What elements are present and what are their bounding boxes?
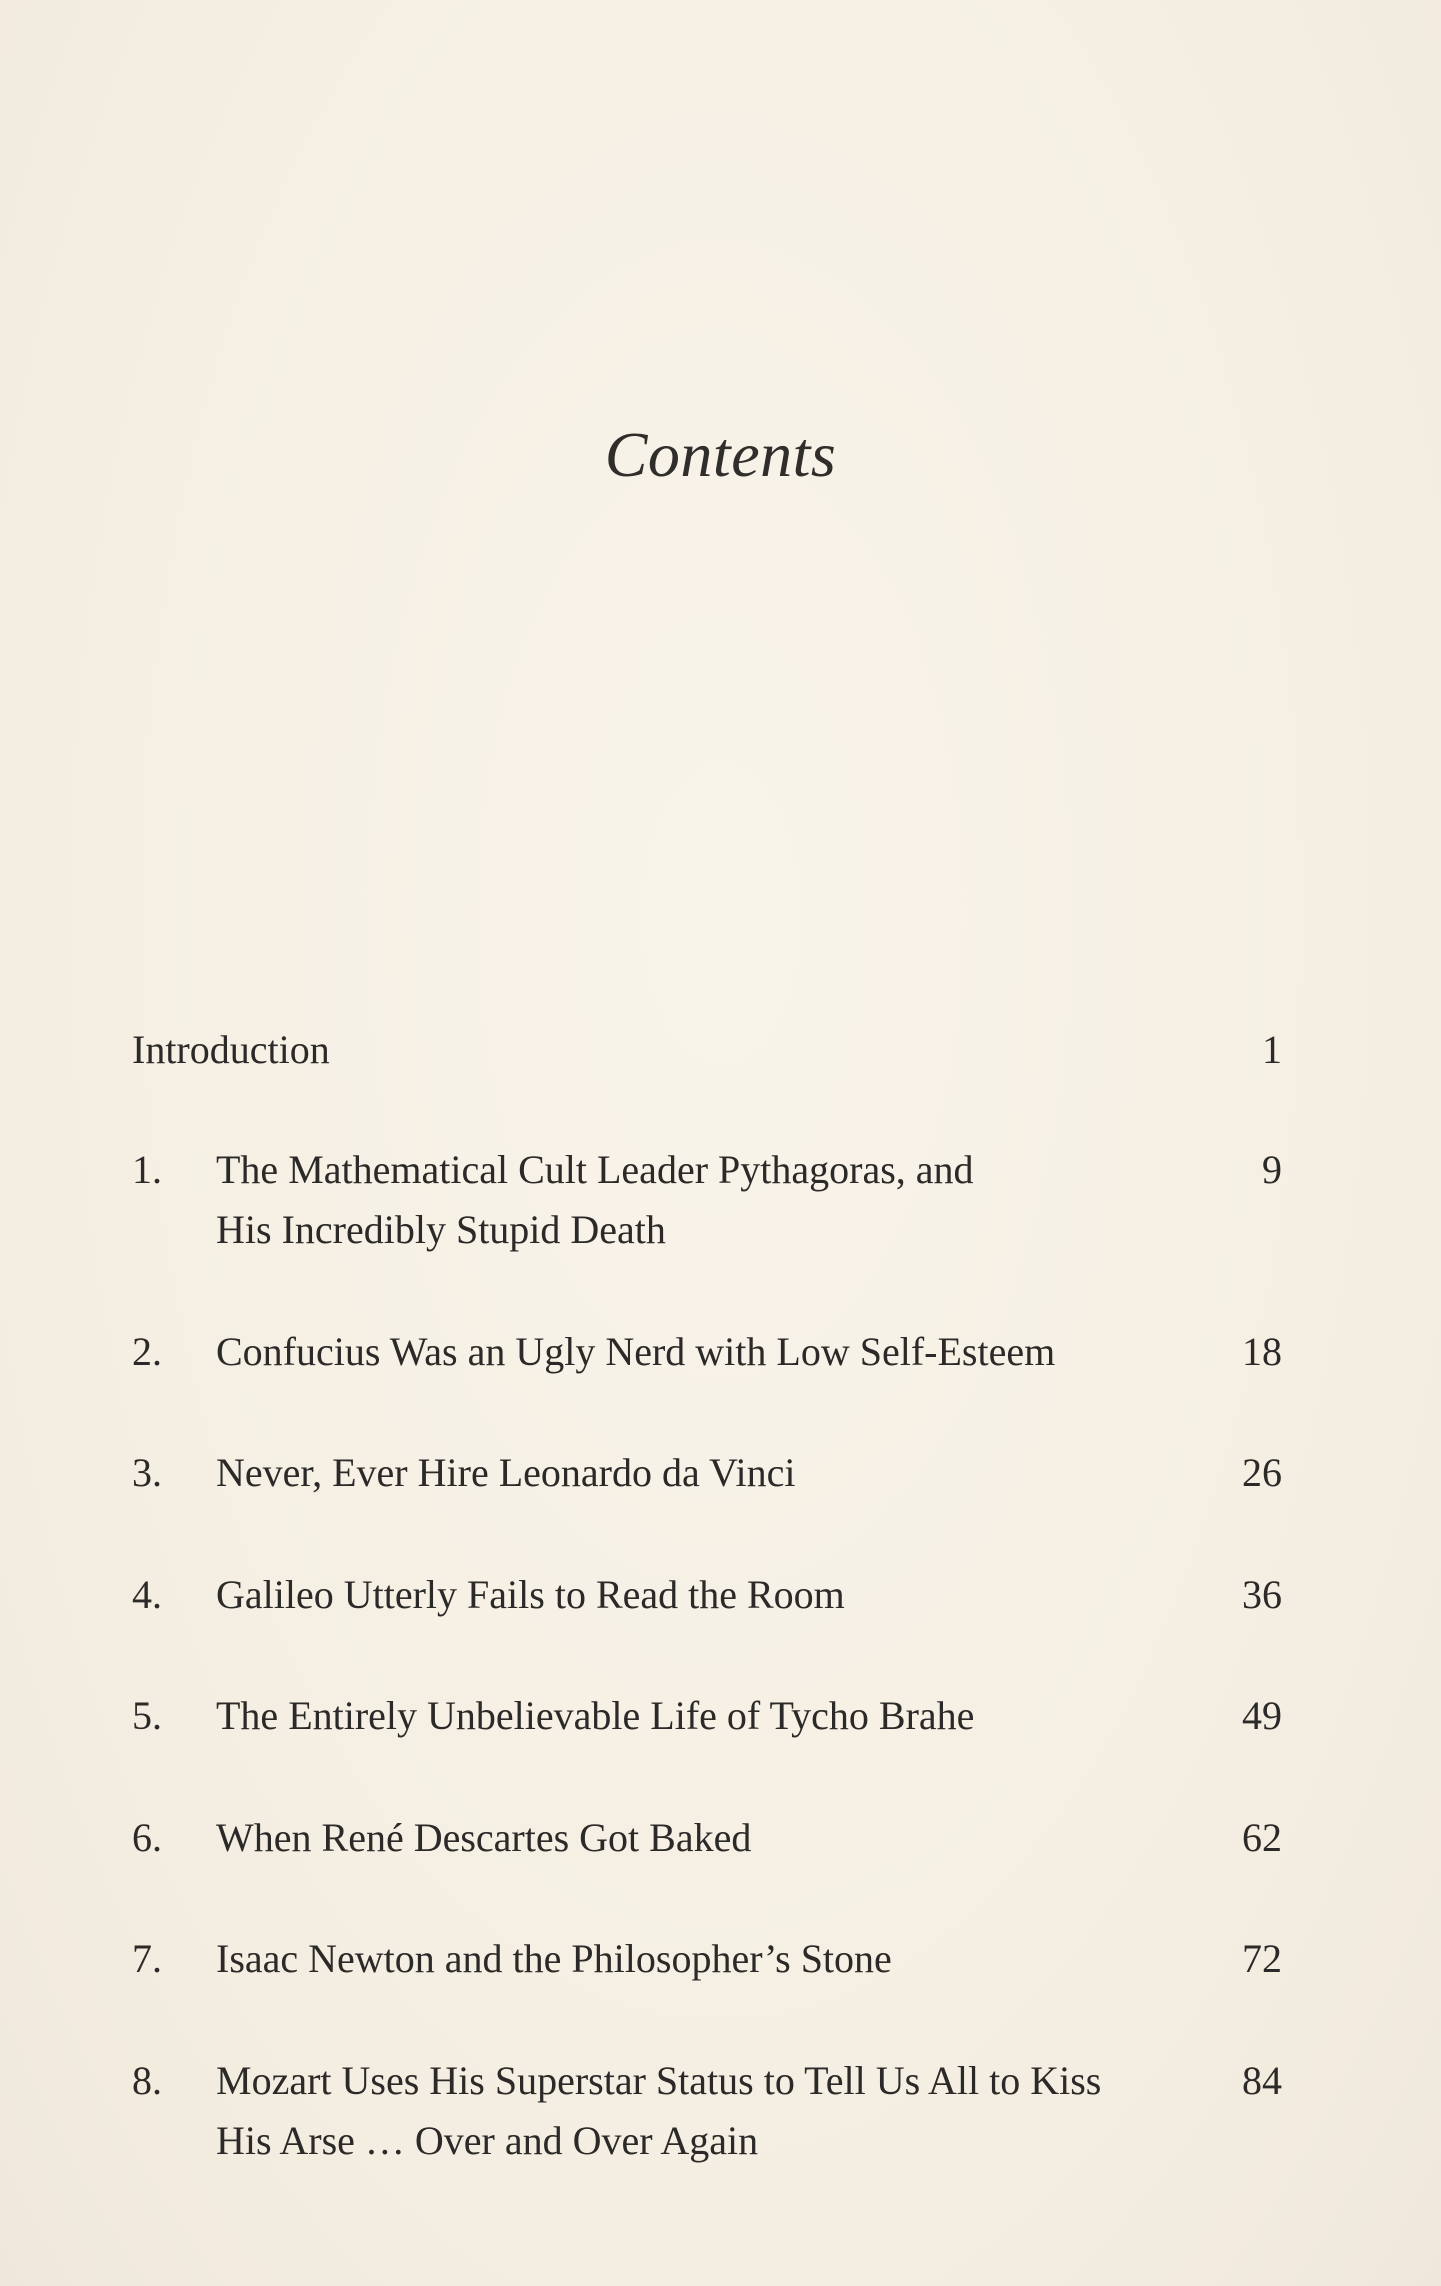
- toc-entry-number: 7.: [132, 1936, 162, 1981]
- toc-entry-number: 1.: [132, 1147, 162, 1192]
- toc-entry-number: 2.: [132, 1329, 162, 1374]
- toc-entry-title: [216, 1565, 1216, 1625]
- page-title: Contents: [604, 419, 837, 490]
- toc-entry-page: 49: [1242, 1693, 1282, 1738]
- toc-entry-title: [216, 1322, 1216, 1382]
- toc-entry-page: 1: [1262, 1027, 1282, 1072]
- toc-entry-title-line: Introduction: [132, 1027, 330, 1072]
- toc-entry-page: 18: [1242, 1329, 1282, 1374]
- toc-entry-title: [216, 1929, 1216, 1989]
- toc-entry-title: [216, 2051, 1216, 2171]
- toc-entry-page: 9: [1262, 1147, 1282, 1192]
- toc-entry-number: 4.: [132, 1572, 162, 1617]
- toc-entry-title: [132, 1020, 1132, 1080]
- toc-entry-title-line: The Mathematical Cult Leader Pythagoras, and: [216, 1147, 974, 1192]
- toc-entry-title-line: His Arse … Over and Over Again: [216, 2118, 759, 2163]
- toc-entry-title-line: Mozart Uses His Superstar Status to Tell Us All to Kiss: [216, 2058, 1102, 2103]
- toc-entry-title-line: Galileo Utterly Fails to Read the Room: [216, 1572, 845, 1617]
- toc-entry-page: 36: [1242, 1572, 1282, 1617]
- toc-entry-title-line: Isaac Newton and the Philosopher’s Stone: [216, 1936, 892, 1981]
- toc-entry-number: 5.: [132, 1693, 162, 1738]
- toc-entry-page: 84: [1242, 2058, 1282, 2103]
- toc-entry-page: 26: [1242, 1450, 1282, 1495]
- toc-entry-page: 72: [1242, 1936, 1282, 1981]
- toc-entry-number: 8.: [132, 2058, 162, 2103]
- toc-entry-number: 6.: [132, 1815, 162, 1860]
- toc-entry-title-line: When René Descartes Got Baked: [216, 1815, 752, 1860]
- toc-entry-title: [216, 1140, 1216, 1260]
- toc-entry-number: 3.: [132, 1450, 162, 1495]
- toc-entry-title: [216, 1443, 1216, 1503]
- toc-entry-title-line: Never, Ever Hire Leonardo da Vinci: [216, 1450, 796, 1495]
- toc-entry-title-line: The Entirely Unbelievable Life of Tycho Brahe: [216, 1693, 975, 1738]
- toc-entry-page: 62: [1242, 1815, 1282, 1860]
- toc-entry-title: [216, 1808, 1216, 1868]
- toc-entry-title-line: His Incredibly Stupid Death: [216, 1207, 666, 1252]
- toc-entry-title: [216, 1686, 1216, 1746]
- toc-entry-title-line: Confucius Was an Ugly Nerd with Low Self-Esteem: [216, 1329, 1056, 1374]
